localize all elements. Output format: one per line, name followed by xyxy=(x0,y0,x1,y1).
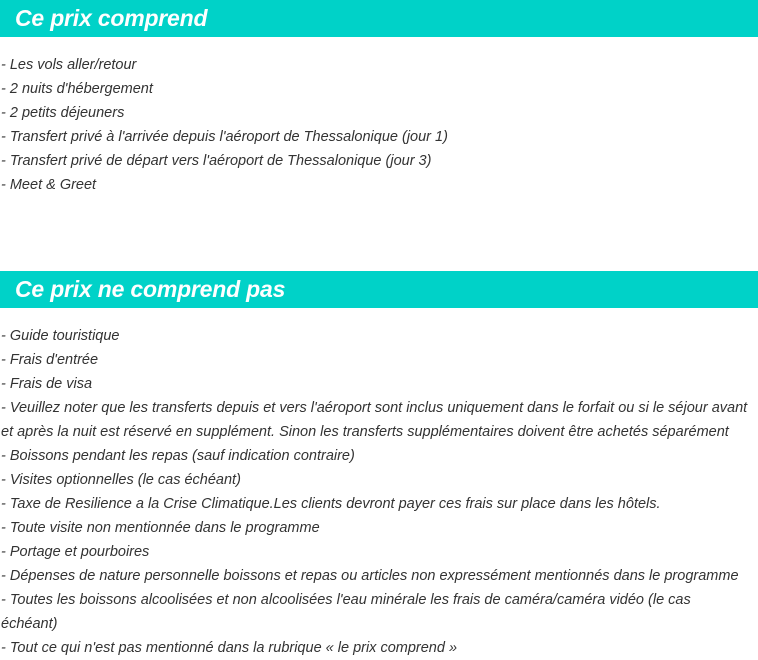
price-excludes-list xyxy=(0,324,758,660)
list-item: - Visites optionnelles (le cas échéant) xyxy=(1,472,241,488)
list-item: - Portage et pourboires xyxy=(1,544,150,560)
list-item: - Boissons pendant les repas (sauf indication contraire) xyxy=(1,448,355,464)
list-item: - 2 petits déjeuners xyxy=(1,105,125,121)
price-includes-section xyxy=(0,0,758,197)
list-item: - Taxe de Resilience a la Crise Climatique.Les clients devront payer ces frais sur place dans les hôtels. xyxy=(1,496,661,512)
list-item: - Transfert privé à l'arrivée depuis l'aéroport de Thessalonique (jour 1) xyxy=(1,129,448,145)
price-includes-header xyxy=(0,0,758,37)
list-item: - Toutes les boissons alcoolisées et non alcoolisées l'eau minérale les frais de caméra/caméra vidéo (le cas échéant) xyxy=(1,592,691,632)
list-item: - Meet & Greet xyxy=(1,177,97,193)
list-item: - Les vols aller/retour xyxy=(1,57,137,73)
list-item: - Tout ce qui n'est pas mentionné dans la rubrique « le prix comprend » xyxy=(1,640,458,656)
price-includes-title: Ce prix comprend xyxy=(15,5,208,31)
list-item: - Dépenses de nature personnelle boissons et repas ou articles non expressément mentionnés dans le programme xyxy=(1,568,739,584)
price-excludes-section xyxy=(0,271,758,660)
price-excludes-title: Ce prix ne comprend pas xyxy=(15,276,286,302)
list-item: - Frais d'entrée xyxy=(1,352,99,368)
list-item: - 2 nuits d'hébergement xyxy=(1,81,153,97)
list-item: - Toute visite non mentionnée dans le programme xyxy=(1,520,320,536)
list-item: - Veuillez noter que les transferts depuis et vers l'aéroport sont inclus uniquement dans le forfait ou si le séjour avant et après la nuit est réservé en supplément. Sinon les transferts supplémentaires doivent être achetés séparément xyxy=(1,400,748,440)
price-excludes-header xyxy=(0,271,758,308)
list-item: - Frais de visa xyxy=(1,376,93,392)
price-includes-list xyxy=(0,53,758,197)
list-item: - Transfert privé de départ vers l'aéroport de Thessalonique (jour 3) xyxy=(1,153,432,169)
list-item: - Guide touristique xyxy=(1,328,120,344)
